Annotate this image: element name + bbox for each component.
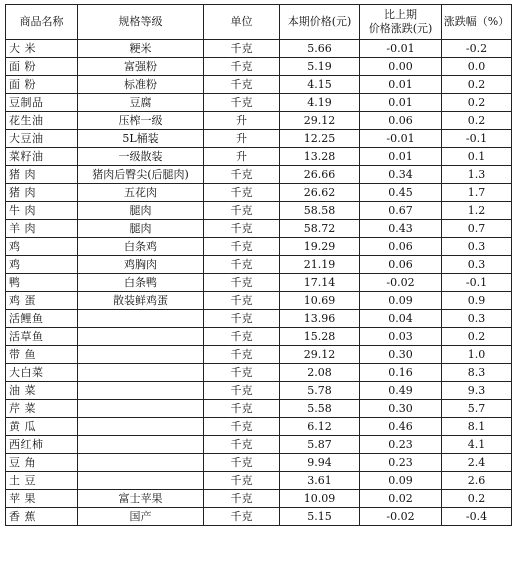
cell-name: 豆 角 — [6, 454, 78, 472]
cell-name: 面 粉 — [6, 76, 78, 94]
cell-spec: 一级散装 — [78, 148, 204, 166]
table-row — [6, 166, 512, 184]
cell-unit: 升 — [204, 148, 280, 166]
cell-unit: 升 — [204, 112, 280, 130]
cell-pct: 0.0 — [442, 58, 512, 76]
cell-change: 0.45 — [360, 184, 442, 202]
cell-pct: 4.1 — [442, 436, 512, 454]
cell-price: 12.25 — [280, 130, 360, 148]
cell-price: 17.14 — [280, 274, 360, 292]
table-row — [6, 382, 512, 400]
cell-change: 0.00 — [360, 58, 442, 76]
cell-unit: 千克 — [204, 382, 280, 400]
cell-unit: 千克 — [204, 238, 280, 256]
cell-pct: 2.6 — [442, 472, 512, 490]
cell-pct: -0.4 — [442, 508, 512, 526]
cell-spec: 猪肉后臀尖(后腿肉) — [78, 166, 204, 184]
cell-change: 0.30 — [360, 400, 442, 418]
cell-price: 13.96 — [280, 310, 360, 328]
cell-unit: 千克 — [204, 472, 280, 490]
table-row — [6, 184, 512, 202]
cell-change: 0.23 — [360, 436, 442, 454]
cell-unit: 千克 — [204, 490, 280, 508]
cell-unit: 千克 — [204, 364, 280, 382]
cell-unit: 千克 — [204, 76, 280, 94]
cell-unit: 千克 — [204, 454, 280, 472]
cell-spec — [78, 364, 204, 382]
cell-pct: 0.2 — [442, 94, 512, 112]
cell-pct: 0.2 — [442, 490, 512, 508]
cell-change: 0.01 — [360, 94, 442, 112]
cell-unit: 千克 — [204, 58, 280, 76]
table-row — [6, 40, 512, 58]
cell-name: 油 菜 — [6, 382, 78, 400]
table-row — [6, 472, 512, 490]
table-row — [6, 256, 512, 274]
cell-spec: 5L桶装 — [78, 130, 204, 148]
cell-spec: 白条鸭 — [78, 274, 204, 292]
table-row — [6, 112, 512, 130]
cell-pct: 0.2 — [442, 112, 512, 130]
cell-price: 26.66 — [280, 166, 360, 184]
table-row — [6, 148, 512, 166]
cell-name: 花生油 — [6, 112, 78, 130]
cell-price: 5.19 — [280, 58, 360, 76]
table-row — [6, 76, 512, 94]
cell-price: 58.72 — [280, 220, 360, 238]
cell-change: 0.30 — [360, 346, 442, 364]
cell-price: 6.12 — [280, 418, 360, 436]
cell-change: 0.01 — [360, 76, 442, 94]
cell-price: 2.08 — [280, 364, 360, 382]
header-change-line2: 价格涨跌(元) — [368, 22, 433, 35]
cell-name: 鸡 蛋 — [6, 292, 78, 310]
cell-spec: 白条鸡 — [78, 238, 204, 256]
cell-spec — [78, 310, 204, 328]
table-row — [6, 202, 512, 220]
cell-price: 5.87 — [280, 436, 360, 454]
cell-change: 0.06 — [360, 238, 442, 256]
cell-price: 58.58 — [280, 202, 360, 220]
table-header-row — [6, 5, 512, 40]
cell-spec: 豆腐 — [78, 94, 204, 112]
cell-change: 0.43 — [360, 220, 442, 238]
cell-pct: 1.0 — [442, 346, 512, 364]
cell-unit: 千克 — [204, 40, 280, 58]
cell-pct: 9.3 — [442, 382, 512, 400]
header-change — [360, 5, 442, 40]
cell-pct: 8.1 — [442, 418, 512, 436]
cell-price: 5.15 — [280, 508, 360, 526]
cell-price: 5.78 — [280, 382, 360, 400]
cell-change: 0.67 — [360, 202, 442, 220]
cell-name: 猪 肉 — [6, 184, 78, 202]
cell-unit: 千克 — [204, 202, 280, 220]
cell-price: 13.28 — [280, 148, 360, 166]
cell-unit: 千克 — [204, 310, 280, 328]
cell-spec: 压榨一级 — [78, 112, 204, 130]
cell-pct: 1.3 — [442, 166, 512, 184]
cell-pct: 8.3 — [442, 364, 512, 382]
table-row — [6, 238, 512, 256]
cell-name: 活鲤鱼 — [6, 310, 78, 328]
cell-pct: 2.4 — [442, 454, 512, 472]
cell-unit: 千克 — [204, 508, 280, 526]
cell-price: 3.61 — [280, 472, 360, 490]
cell-name: 芹 菜 — [6, 400, 78, 418]
cell-spec: 五花肉 — [78, 184, 204, 202]
cell-price: 5.66 — [280, 40, 360, 58]
price-table — [5, 4, 512, 526]
cell-price: 10.69 — [280, 292, 360, 310]
cell-change: 0.23 — [360, 454, 442, 472]
cell-pct: 0.3 — [442, 256, 512, 274]
table-body — [6, 40, 512, 526]
table-row — [6, 274, 512, 292]
table-row — [6, 292, 512, 310]
table-row — [6, 508, 512, 526]
cell-name: 带 鱼 — [6, 346, 78, 364]
cell-name: 羊 肉 — [6, 220, 78, 238]
cell-pct: 0.2 — [442, 76, 512, 94]
cell-price: 29.12 — [280, 346, 360, 364]
cell-unit: 千克 — [204, 346, 280, 364]
cell-name: 面 粉 — [6, 58, 78, 76]
cell-change: 0.34 — [360, 166, 442, 184]
table-row — [6, 328, 512, 346]
cell-pct: 0.2 — [442, 328, 512, 346]
table-row — [6, 130, 512, 148]
table-row — [6, 58, 512, 76]
cell-name: 西红柿 — [6, 436, 78, 454]
cell-price: 4.19 — [280, 94, 360, 112]
cell-unit: 千克 — [204, 166, 280, 184]
cell-price: 19.29 — [280, 238, 360, 256]
cell-unit: 千克 — [204, 94, 280, 112]
cell-change: 0.06 — [360, 256, 442, 274]
table-row — [6, 400, 512, 418]
cell-price: 4.15 — [280, 76, 360, 94]
cell-spec: 粳米 — [78, 40, 204, 58]
cell-name: 鸭 — [6, 274, 78, 292]
cell-pct: -0.1 — [442, 274, 512, 292]
cell-pct: 0.3 — [442, 310, 512, 328]
cell-pct: -0.1 — [442, 130, 512, 148]
cell-name: 牛 肉 — [6, 202, 78, 220]
cell-price: 15.28 — [280, 328, 360, 346]
cell-spec — [78, 472, 204, 490]
cell-name: 菜籽油 — [6, 148, 78, 166]
cell-name: 豆制品 — [6, 94, 78, 112]
cell-name: 鸡 — [6, 256, 78, 274]
cell-pct: 1.7 — [442, 184, 512, 202]
cell-spec — [78, 382, 204, 400]
cell-spec — [78, 400, 204, 418]
cell-change: 0.09 — [360, 472, 442, 490]
cell-name: 黄 瓜 — [6, 418, 78, 436]
cell-change: -0.02 — [360, 274, 442, 292]
cell-unit: 升 — [204, 130, 280, 148]
cell-spec — [78, 436, 204, 454]
table-row — [6, 418, 512, 436]
cell-name: 猪 肉 — [6, 166, 78, 184]
table-row — [6, 436, 512, 454]
cell-unit: 千克 — [204, 184, 280, 202]
cell-name: 活草鱼 — [6, 328, 78, 346]
cell-price: 21.19 — [280, 256, 360, 274]
cell-change: 0.46 — [360, 418, 442, 436]
cell-change: -0.02 — [360, 508, 442, 526]
cell-pct: 5.7 — [442, 400, 512, 418]
cell-spec — [78, 418, 204, 436]
cell-name: 鸡 — [6, 238, 78, 256]
cell-price: 5.58 — [280, 400, 360, 418]
cell-pct: 1.2 — [442, 202, 512, 220]
cell-name: 土 豆 — [6, 472, 78, 490]
header-change-line1: 比上期 — [384, 8, 417, 21]
cell-change: 0.09 — [360, 292, 442, 310]
cell-price: 9.94 — [280, 454, 360, 472]
table-row — [6, 220, 512, 238]
cell-unit: 千克 — [204, 256, 280, 274]
cell-spec: 散装鲜鸡蛋 — [78, 292, 204, 310]
cell-price: 10.09 — [280, 490, 360, 508]
cell-change: 0.04 — [360, 310, 442, 328]
table-row — [6, 364, 512, 382]
header-spec: 规格等级 — [78, 5, 204, 40]
cell-unit: 千克 — [204, 418, 280, 436]
cell-price: 26.62 — [280, 184, 360, 202]
cell-name: 大豆油 — [6, 130, 78, 148]
cell-price: 29.12 — [280, 112, 360, 130]
cell-unit: 千克 — [204, 400, 280, 418]
cell-change: 0.01 — [360, 148, 442, 166]
cell-change: 0.03 — [360, 328, 442, 346]
cell-change: 0.16 — [360, 364, 442, 382]
cell-change: 0.06 — [360, 112, 442, 130]
cell-name: 苹 果 — [6, 490, 78, 508]
header-name: 商品名称 — [6, 5, 78, 40]
cell-change: -0.01 — [360, 40, 442, 58]
cell-unit: 千克 — [204, 328, 280, 346]
cell-pct: 0.3 — [442, 238, 512, 256]
cell-unit: 千克 — [204, 220, 280, 238]
cell-change: 0.02 — [360, 490, 442, 508]
cell-name: 大白菜 — [6, 364, 78, 382]
cell-spec: 富强粉 — [78, 58, 204, 76]
cell-spec: 鸡胸肉 — [78, 256, 204, 274]
cell-spec: 腿肉 — [78, 220, 204, 238]
cell-pct: 0.1 — [442, 148, 512, 166]
cell-name: 香 蕉 — [6, 508, 78, 526]
header-unit: 单位 — [204, 5, 280, 40]
table-row — [6, 94, 512, 112]
cell-change: -0.01 — [360, 130, 442, 148]
cell-pct: -0.2 — [442, 40, 512, 58]
table-row — [6, 490, 512, 508]
cell-unit: 千克 — [204, 436, 280, 454]
cell-change: 0.49 — [360, 382, 442, 400]
table-row — [6, 310, 512, 328]
table-row — [6, 346, 512, 364]
cell-spec — [78, 328, 204, 346]
cell-spec: 国产 — [78, 508, 204, 526]
cell-unit: 千克 — [204, 274, 280, 292]
cell-pct: 0.9 — [442, 292, 512, 310]
cell-name: 大 米 — [6, 40, 78, 58]
header-pct: 涨跌幅（%） — [442, 5, 512, 40]
table-row — [6, 454, 512, 472]
header-price: 本期价格(元) — [280, 5, 360, 40]
cell-spec — [78, 346, 204, 364]
cell-spec: 腿肉 — [78, 202, 204, 220]
cell-spec: 富士苹果 — [78, 490, 204, 508]
cell-spec — [78, 454, 204, 472]
cell-pct: 0.7 — [442, 220, 512, 238]
cell-spec: 标准粉 — [78, 76, 204, 94]
cell-unit: 千克 — [204, 292, 280, 310]
